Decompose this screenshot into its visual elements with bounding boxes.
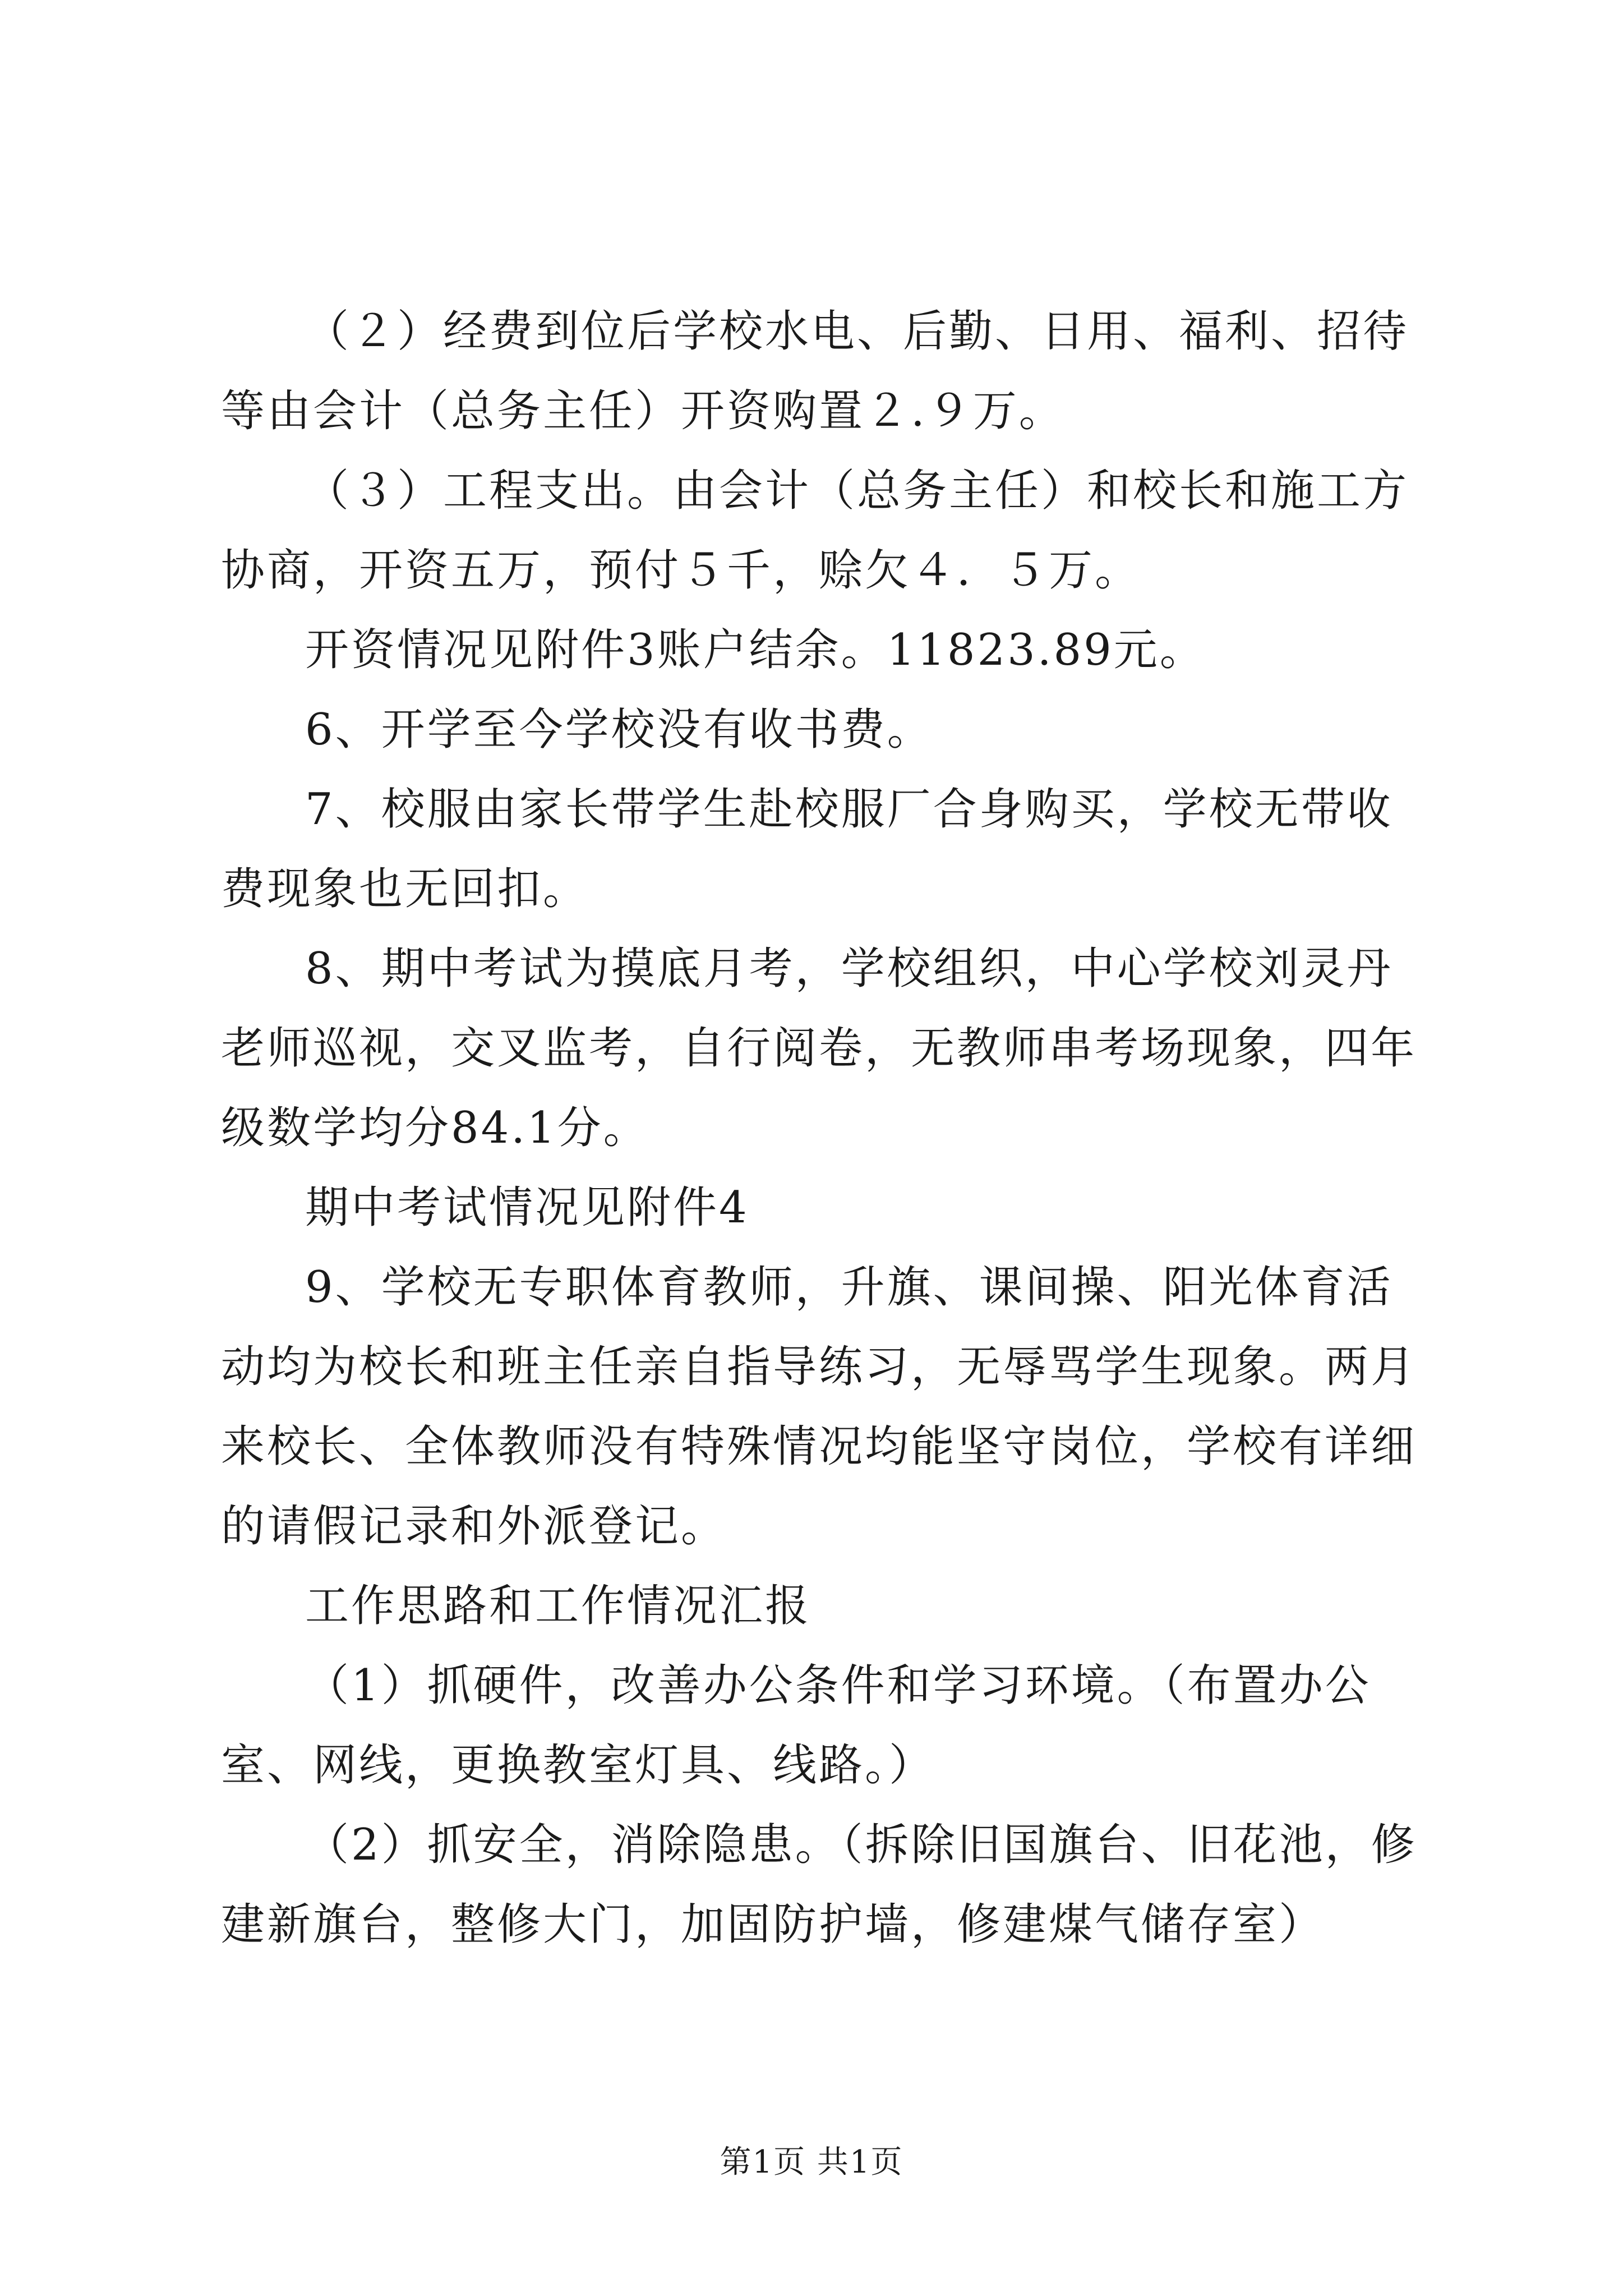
paragraph-work-report-heading: 工作思路和工作情况汇报	[305, 1581, 811, 1631]
page-number-footer: 第1页 共1页	[720, 2144, 903, 2180]
paragraph-hardware: （1）抓硬件，改善办公条件和学习环境。（布置办公室、网线，更换教室灯具、线路。）	[221, 1660, 1371, 1791]
paragraph-safety: （2）抓安全，消除隐患。（拆除旧国旗台、旧花池，修建新旗台，整修大门，加固防护墙，修建煤气储存室）	[221, 1820, 1417, 1950]
paragraph-engineering-expenses: （３）工程支出。由会计（总务主任）和校长和施工方协商，开资五万，预付５千，赊欠４．５万。	[221, 466, 1409, 596]
paragraph-account-balance: 开资情况见附件3账户结余。11823.89元。	[305, 625, 1206, 675]
paragraph-book-fees: 6、开学至今学校没有收书费。	[305, 705, 933, 755]
paragraph-uniforms: 7、校服由家长带学生赴校服厂合身购买，学校无带收费现象也无回扣。	[221, 784, 1393, 914]
paragraph-funding-expenses: （２）经费到位后学校水电、后勤、日用、福利、招待等由会计（总务主任）开资购置２.９万。	[221, 306, 1409, 436]
document-body	[221, 292, 1432, 1964]
paragraph-pe-and-attendance: 9、学校无专职体育教师，升旗、课间操、阳光体育活动均为校长和班主任亲自指导练习，无辱骂学生现象。两月来校长、全体教师没有特殊情况均能坚守岗位，学校有详细的请假记录和外派登记。	[221, 1262, 1417, 1552]
paragraph-midterm-attachment: 期中考试情况见附件4	[305, 1182, 749, 1233]
paragraph-midterm-exam: 8、期中考试为摸底月考，学校组织，中心学校刘灵丹老师巡视，交叉监考，自行阅卷，无教师串考场现象，四年级数学均分84.1分。	[221, 944, 1417, 1153]
